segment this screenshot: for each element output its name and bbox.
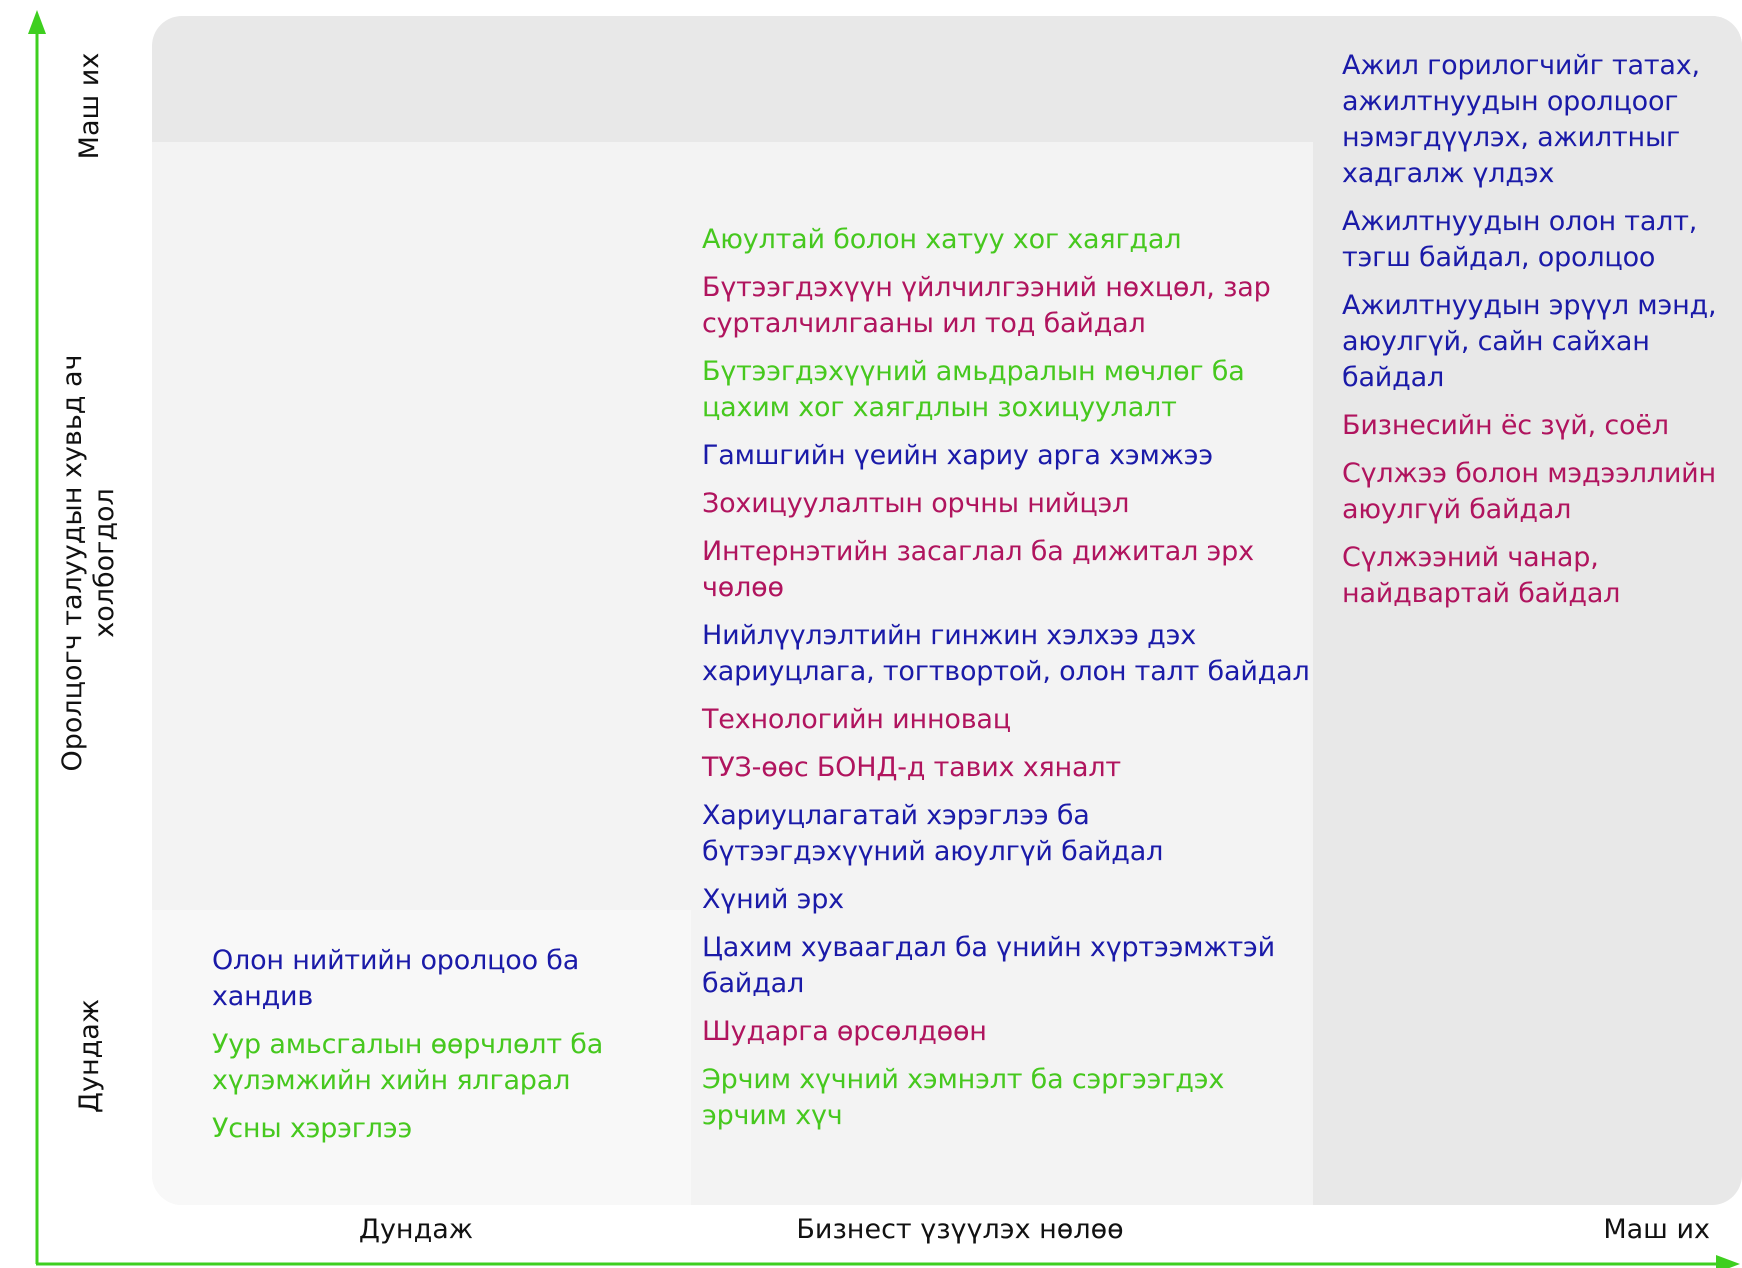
- topic-social: Цахим хуваагдал ба үнийн хүртээмжтэй байдал: [702, 932, 1275, 999]
- topic-social: Хариуцлагатай хэрэглээ ба бүтээгдэхүүний аюулгүй байдал: [702, 800, 1164, 867]
- middle-topics: [702, 222, 1314, 1146]
- x-axis-medium-label: Дундаж: [358, 1214, 474, 1245]
- topic-governance: Сүлжээ болон мэдээллийн аюулгүй байдал: [1342, 458, 1716, 525]
- topic-social: Ажилтнуудын олон талт, тэгш байдал, оролцоо: [1342, 206, 1698, 273]
- x-axis: [36, 1255, 1740, 1268]
- topic-social: Гамшгийн үеийн хариу арга хэмжээ: [702, 440, 1214, 471]
- topic-governance: Бизнесийн ёс зүй, соёл: [1342, 410, 1669, 441]
- y-axis-title: Оролцогч талуудын хувьд ач холбогдол: [57, 354, 120, 772]
- topic-environment: Эрчим хүчний хэмнэлт ба сэргээгдэх эрчим хүч: [702, 1064, 1225, 1131]
- y-axis-medium-label: Дундаж: [74, 998, 105, 1114]
- y-axis: [28, 10, 46, 1264]
- y-axis-arrowhead: [28, 10, 46, 34]
- topic-environment: Уур амьсгалын өөрчлөлт ба хүлэмжийн хийн ялгарал: [212, 1029, 604, 1096]
- topic-governance: ТУЗ-өөс БОНД-д тавих хяналт: [702, 752, 1121, 783]
- y-axis-high-label: Маш их: [74, 52, 105, 160]
- topic-social: Ажил горилогчийг татах, ажилтнуудын оролцоог нэмэгдүүлэх, ажилтныг хадгалж үлдэх: [1342, 50, 1700, 189]
- topic-environment: Усны хэрэглээ: [212, 1113, 413, 1144]
- topic-governance: Зохицуулалтын орчны нийцэл: [702, 488, 1130, 519]
- topic-governance: Сүлжээний чанар, найдвартай байдал: [1342, 542, 1621, 609]
- topic-social: Нийлүүлэлтийн гинжин хэлхээ дэх хариуцлага, тогтвортой, олон талт байдал: [702, 620, 1310, 687]
- topic-governance: Интернэтийн засаглал ба дижитал эрх чөлөө: [702, 536, 1254, 603]
- topic-governance: Шударга өрсөлдөөн: [702, 1016, 987, 1047]
- medium-medium-topics: [212, 943, 652, 1159]
- topic-environment: Аюултай болон хатуу хог хаягдал: [702, 224, 1182, 255]
- topic-social: Олон нийтийн оролцоо ба хандив: [212, 945, 580, 1012]
- x-axis-arrowhead: [1716, 1255, 1740, 1268]
- topic-governance: Бүтээгдэхүүн үйлчилгээний нөхцөл, зар сурталчилгааны ил тод байдал: [702, 272, 1271, 339]
- x-axis-high-label: Маш их: [1603, 1214, 1710, 1245]
- x-axis-title: Бизнест үзүүлэх нөлөө: [796, 1214, 1124, 1245]
- high-high-topics: [1342, 48, 1742, 624]
- topic-environment: Бүтээгдэхүүний амьдралын мөчлөг ба цахим хог хаягдлын зохицуулалт: [702, 356, 1245, 423]
- topic-governance: Технологийн инновац: [702, 704, 1011, 735]
- topic-social: Ажилтнуудын эрүүл мэнд, аюулгүй, сайн сайхан байдал: [1342, 290, 1717, 393]
- topic-social: Хүний эрх: [702, 884, 844, 915]
